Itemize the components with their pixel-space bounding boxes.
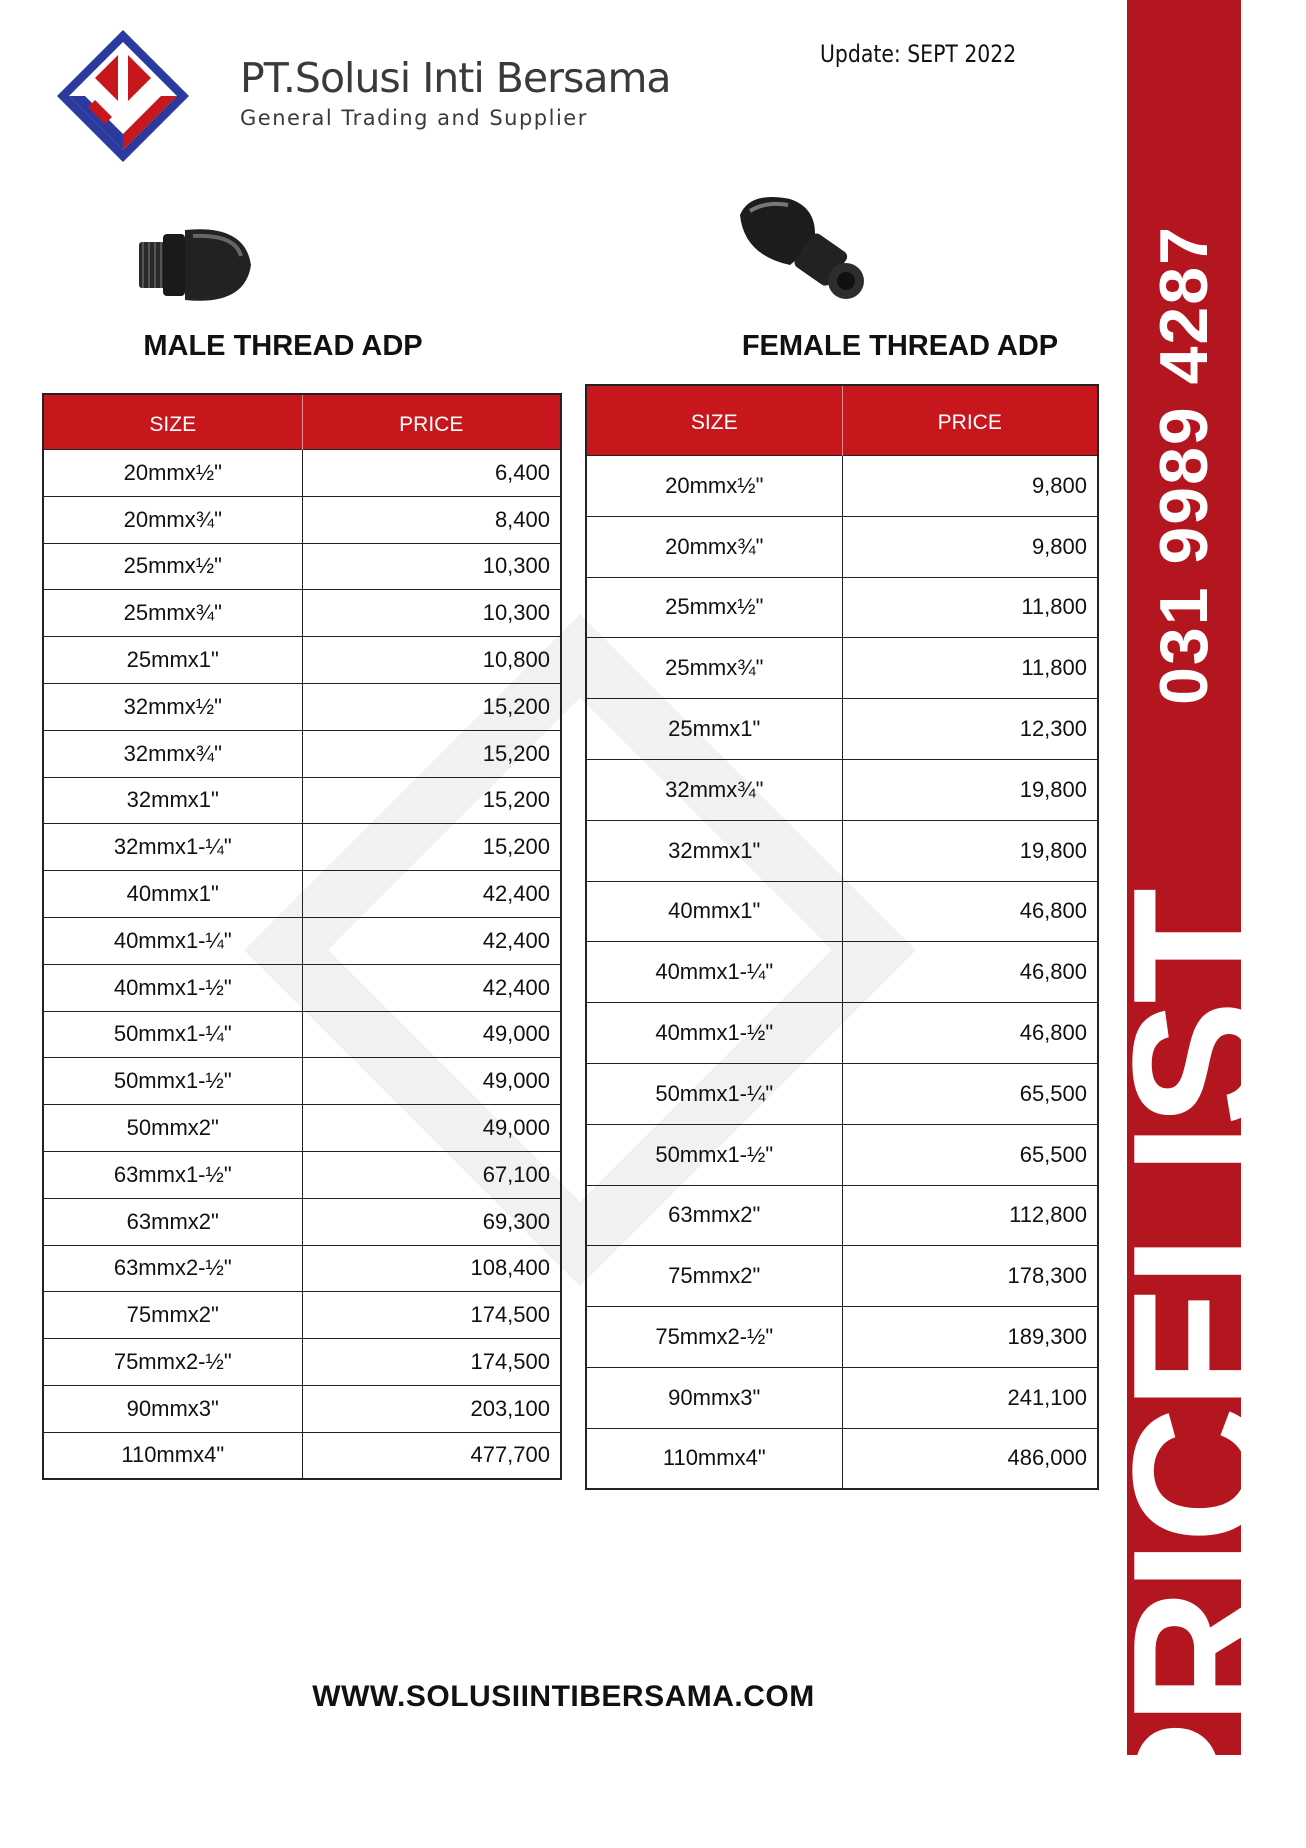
price-cell: 49,000 bbox=[302, 1105, 561, 1152]
size-cell: 20mmx½" bbox=[43, 450, 302, 497]
size-cell: 40mmx1-½" bbox=[43, 964, 302, 1011]
price-cell: 15,200 bbox=[302, 777, 561, 824]
table-row bbox=[586, 577, 1098, 638]
size-header: SIZE bbox=[586, 385, 842, 456]
price-cell: 10,800 bbox=[302, 637, 561, 684]
price-cell: 178,300 bbox=[842, 1246, 1098, 1307]
table-row bbox=[586, 1185, 1098, 1246]
table-row bbox=[43, 964, 561, 1011]
size-cell: 90mmx3" bbox=[586, 1367, 842, 1428]
male-adapter-image bbox=[135, 220, 265, 310]
size-cell: 50mmx1-¼" bbox=[43, 1011, 302, 1058]
female-adapter-image bbox=[730, 195, 880, 305]
price-cell: 11,800 bbox=[842, 638, 1098, 699]
table-row bbox=[43, 637, 561, 684]
size-cell: 32mmx1" bbox=[586, 820, 842, 881]
table-row bbox=[586, 1124, 1098, 1185]
female-thread-title: FEMALE THREAD ADP bbox=[741, 330, 1059, 362]
price-cell: 174,500 bbox=[302, 1292, 561, 1339]
table-row bbox=[43, 917, 561, 964]
size-cell: 63mmx2-½" bbox=[43, 1245, 302, 1292]
table-row bbox=[43, 543, 561, 590]
price-cell: 15,200 bbox=[302, 730, 561, 777]
price-cell: 19,800 bbox=[842, 759, 1098, 820]
male-thread-title: MALE THREAD ADP bbox=[143, 330, 423, 362]
price-cell: 174,500 bbox=[302, 1339, 561, 1386]
size-cell: 40mmx1" bbox=[43, 871, 302, 918]
table-row bbox=[43, 777, 561, 824]
table-header-row bbox=[586, 385, 1098, 456]
price-cell: 10,300 bbox=[302, 543, 561, 590]
price-cell: 112,800 bbox=[842, 1185, 1098, 1246]
size-cell: 32mmx¾" bbox=[43, 730, 302, 777]
size-cell: 90mmx3" bbox=[43, 1385, 302, 1432]
table-row bbox=[43, 1058, 561, 1105]
price-cell: 67,100 bbox=[302, 1151, 561, 1198]
table-row bbox=[43, 496, 561, 543]
size-cell: 110mmx4" bbox=[43, 1432, 302, 1479]
table-row bbox=[43, 871, 561, 918]
table-row bbox=[586, 699, 1098, 760]
price-cell: 15,200 bbox=[302, 683, 561, 730]
size-cell: 63mmx2" bbox=[43, 1198, 302, 1245]
price-cell: 6,400 bbox=[302, 450, 561, 497]
price-cell: 12,300 bbox=[842, 699, 1098, 760]
size-cell: 75mmx2-½" bbox=[586, 1307, 842, 1368]
company-block bbox=[240, 54, 671, 130]
size-cell: 25mmx1" bbox=[586, 699, 842, 760]
price-cell: 42,400 bbox=[302, 871, 561, 918]
size-cell: 25mmx½" bbox=[43, 543, 302, 590]
size-cell: 20mmx½" bbox=[586, 456, 842, 517]
size-cell: 32mmx1" bbox=[43, 777, 302, 824]
table-row bbox=[586, 942, 1098, 1003]
price-cell: 486,000 bbox=[842, 1428, 1098, 1489]
size-cell: 25mmx¾" bbox=[586, 638, 842, 699]
table-row bbox=[43, 1011, 561, 1058]
price-header: PRICE bbox=[302, 394, 561, 450]
table-row bbox=[43, 590, 561, 637]
table-row bbox=[586, 820, 1098, 881]
size-cell: 25mmx¾" bbox=[43, 590, 302, 637]
price-cell: 46,800 bbox=[842, 942, 1098, 1003]
price-cell: 108,400 bbox=[302, 1245, 561, 1292]
table-row bbox=[586, 1428, 1098, 1489]
table-row bbox=[43, 450, 561, 497]
size-cell: 20mmx¾" bbox=[43, 496, 302, 543]
price-cell: 15,200 bbox=[302, 824, 561, 871]
table-row bbox=[43, 1245, 561, 1292]
price-cell: 65,500 bbox=[842, 1124, 1098, 1185]
size-cell: 25mmx1" bbox=[43, 637, 302, 684]
size-cell: 40mmx1-¼" bbox=[586, 942, 842, 1003]
company-name: PT.Solusi Inti Bersama bbox=[240, 54, 671, 102]
size-cell: 40mmx1" bbox=[586, 881, 842, 942]
table-row bbox=[586, 881, 1098, 942]
table-row bbox=[43, 1198, 561, 1245]
price-cell: 65,500 bbox=[842, 1063, 1098, 1124]
pricelist-label: PRICELIST bbox=[1094, 891, 1306, 1848]
table-row bbox=[586, 1003, 1098, 1064]
size-cell: 75mmx2" bbox=[586, 1246, 842, 1307]
price-cell: 46,800 bbox=[842, 881, 1098, 942]
table-row bbox=[43, 730, 561, 777]
size-cell: 50mmx2" bbox=[43, 1105, 302, 1152]
size-cell: 20mmx¾" bbox=[586, 516, 842, 577]
size-cell: 50mmx1-¼" bbox=[586, 1063, 842, 1124]
size-cell: 32mmx¾" bbox=[586, 759, 842, 820]
price-cell: 10,300 bbox=[302, 590, 561, 637]
table-row bbox=[586, 456, 1098, 517]
table-row bbox=[43, 1339, 561, 1386]
size-cell: 40mmx1-¼" bbox=[43, 917, 302, 964]
table-row bbox=[586, 1367, 1098, 1428]
price-cell: 49,000 bbox=[302, 1058, 561, 1105]
price-cell: 11,800 bbox=[842, 577, 1098, 638]
female-price-table bbox=[585, 384, 1099, 1490]
size-cell: 75mmx2-½" bbox=[43, 1339, 302, 1386]
website-url: WWW.SOLUSIINTIBERSAMA.COM bbox=[312, 1680, 815, 1713]
price-cell: 203,100 bbox=[302, 1385, 561, 1432]
size-cell: 63mmx2" bbox=[586, 1185, 842, 1246]
table-row bbox=[586, 1063, 1098, 1124]
size-cell: 40mmx1-½" bbox=[586, 1003, 842, 1064]
table-row bbox=[586, 759, 1098, 820]
price-cell: 19,800 bbox=[842, 820, 1098, 881]
size-cell: 75mmx2" bbox=[43, 1292, 302, 1339]
price-cell: 42,400 bbox=[302, 917, 561, 964]
price-cell: 49,000 bbox=[302, 1011, 561, 1058]
table-row bbox=[43, 824, 561, 871]
phone-number: 031 9989 4287 bbox=[1146, 225, 1222, 705]
table-row bbox=[43, 1292, 561, 1339]
size-cell: 32mmx1-¼" bbox=[43, 824, 302, 871]
male-price-table bbox=[42, 393, 562, 1480]
table-header-row bbox=[43, 394, 561, 450]
company-logo bbox=[55, 28, 191, 164]
price-cell: 42,400 bbox=[302, 964, 561, 1011]
price-cell: 69,300 bbox=[302, 1198, 561, 1245]
table-row bbox=[43, 1105, 561, 1152]
size-cell: 110mmx4" bbox=[586, 1428, 842, 1489]
price-cell: 8,400 bbox=[302, 496, 561, 543]
price-cell: 9,800 bbox=[842, 516, 1098, 577]
table-row bbox=[43, 1432, 561, 1479]
size-cell: 25mmx½" bbox=[586, 577, 842, 638]
table-row bbox=[43, 683, 561, 730]
size-cell: 32mmx½" bbox=[43, 683, 302, 730]
price-cell: 46,800 bbox=[842, 1003, 1098, 1064]
update-date: Update: SEPT 2022 bbox=[820, 40, 1017, 68]
company-tagline: General Trading and Supplier bbox=[240, 106, 588, 130]
table-row bbox=[586, 516, 1098, 577]
price-cell: 189,300 bbox=[842, 1307, 1098, 1368]
table-row bbox=[586, 1307, 1098, 1368]
size-header: SIZE bbox=[43, 394, 302, 450]
table-row bbox=[43, 1385, 561, 1432]
size-cell: 50mmx1-½" bbox=[586, 1124, 842, 1185]
table-row bbox=[586, 638, 1098, 699]
price-header: PRICE bbox=[842, 385, 1098, 456]
price-cell: 241,100 bbox=[842, 1367, 1098, 1428]
table-row bbox=[586, 1246, 1098, 1307]
table-row bbox=[43, 1151, 561, 1198]
size-cell: 63mmx1-½" bbox=[43, 1151, 302, 1198]
price-cell: 477,700 bbox=[302, 1432, 561, 1479]
price-cell: 9,800 bbox=[842, 456, 1098, 517]
size-cell: 50mmx1-½" bbox=[43, 1058, 302, 1105]
